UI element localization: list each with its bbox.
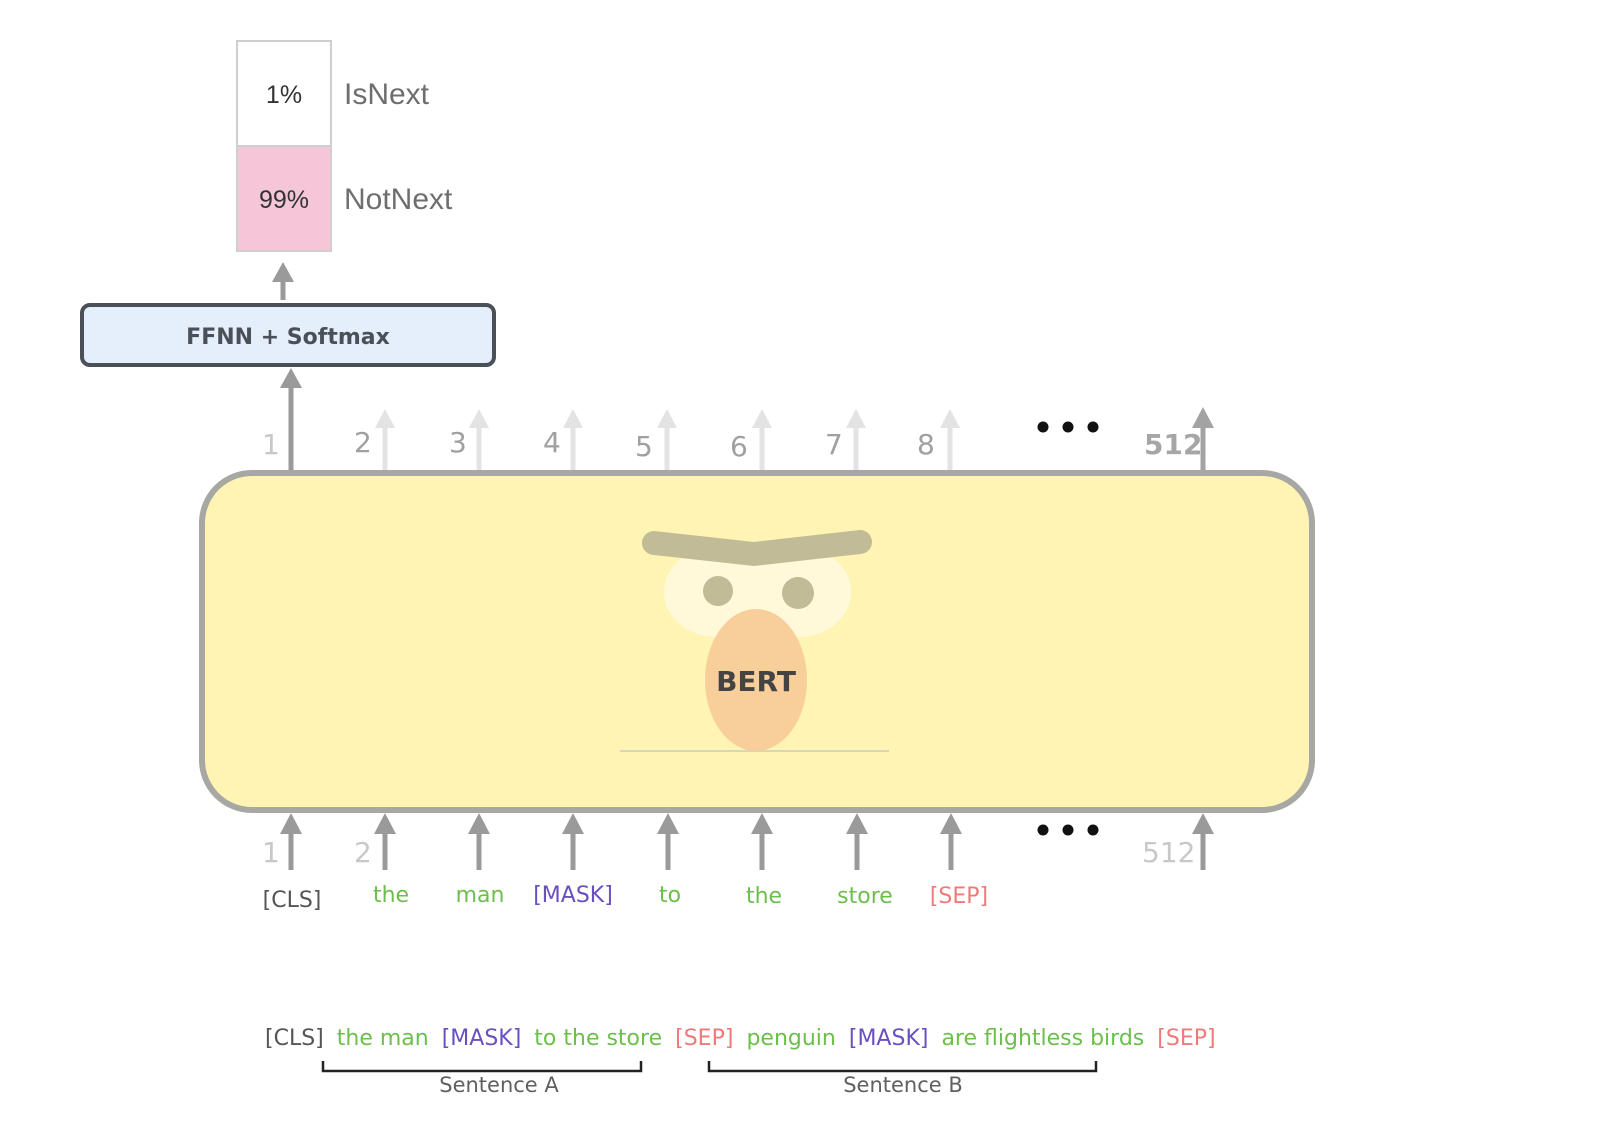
input-arrow — [846, 813, 868, 870]
sentence-mask: [MASK] — [441, 1026, 522, 1051]
ffnn-softmax-box — [82, 305, 494, 365]
output-arrow — [846, 409, 866, 470]
top-pos-8: 8 — [917, 428, 935, 461]
notnext-prob-value: 99% — [258, 186, 310, 214]
output-arrow — [940, 409, 960, 470]
token-the-2: the — [745, 884, 783, 909]
token-cls: [CLS] — [262, 888, 322, 913]
input-arrow — [657, 813, 679, 870]
bottom-position-numbers — [262, 836, 1195, 869]
top-pos-3: 3 — [449, 426, 467, 459]
output-arrow — [375, 409, 395, 470]
input-arrow — [562, 813, 584, 870]
token-store: store — [837, 884, 893, 909]
top-pos-2: 2 — [354, 426, 372, 459]
sentence-a-label: Sentence A — [439, 1073, 559, 1097]
token-the: the — [372, 883, 410, 908]
input-arrows — [280, 813, 1214, 870]
input-arrow — [374, 813, 396, 870]
sentence-mask: [MASK] — [848, 1026, 929, 1051]
top-pos-1: 1 — [262, 428, 280, 461]
sentence-a-bracket — [323, 1061, 641, 1097]
input-arrow — [940, 813, 962, 870]
isnext-prob-value: 1% — [265, 81, 303, 109]
sentence-part: are flightless birds — [941, 1026, 1145, 1051]
full-input-sentence — [265, 1026, 1216, 1051]
isnext-label: IsNext — [344, 78, 430, 111]
output-arrow — [657, 409, 677, 470]
ffnn-label: FFNN + Softmax — [186, 325, 390, 350]
bottom-ellipsis-icon — [1038, 825, 1099, 836]
token-to: to — [658, 883, 682, 908]
input-tokens — [263, 883, 989, 913]
sentence-b-label: Sentence B — [843, 1073, 963, 1097]
input-arrow — [280, 813, 302, 870]
top-pos-5: 5 — [635, 430, 653, 463]
sentence-sep: [SEP] — [1157, 1026, 1216, 1051]
bottom-pos-2: 2 — [354, 836, 372, 869]
token-man: man — [455, 883, 505, 908]
output-arrow — [563, 409, 583, 470]
sentence-part: to the store — [534, 1026, 663, 1051]
top-pos-512: 512 — [1144, 428, 1203, 461]
cls-output-arrow — [280, 368, 302, 470]
top-pos-6: 6 — [730, 430, 748, 463]
top-pos-7: 7 — [825, 428, 843, 461]
ffnn-to-output-arrow — [272, 262, 294, 300]
sentence-sep: [SEP] — [675, 1026, 734, 1051]
input-arrow — [751, 813, 773, 870]
sentence-part: penguin — [746, 1026, 836, 1051]
top-ellipsis-icon — [1038, 422, 1099, 433]
bottom-pos-512: 512 — [1142, 836, 1196, 869]
token-sep: [SEP] — [929, 884, 989, 909]
top-output-arrows — [375, 407, 1214, 470]
bert-label: BERT — [716, 665, 796, 698]
token-mask: [MASK] — [533, 883, 613, 908]
sentence-part: the man — [336, 1026, 429, 1051]
output-probabilities — [237, 41, 453, 251]
notnext-label: NotNext — [344, 183, 453, 216]
output-arrow — [752, 409, 772, 470]
sentence-cls: [CLS] — [265, 1026, 324, 1051]
input-arrow — [468, 813, 490, 870]
bottom-pos-1: 1 — [262, 836, 280, 869]
top-pos-4: 4 — [543, 426, 561, 459]
sentence-b-bracket — [709, 1061, 1096, 1097]
output-arrow — [469, 409, 489, 470]
top-position-numbers — [262, 426, 1202, 463]
